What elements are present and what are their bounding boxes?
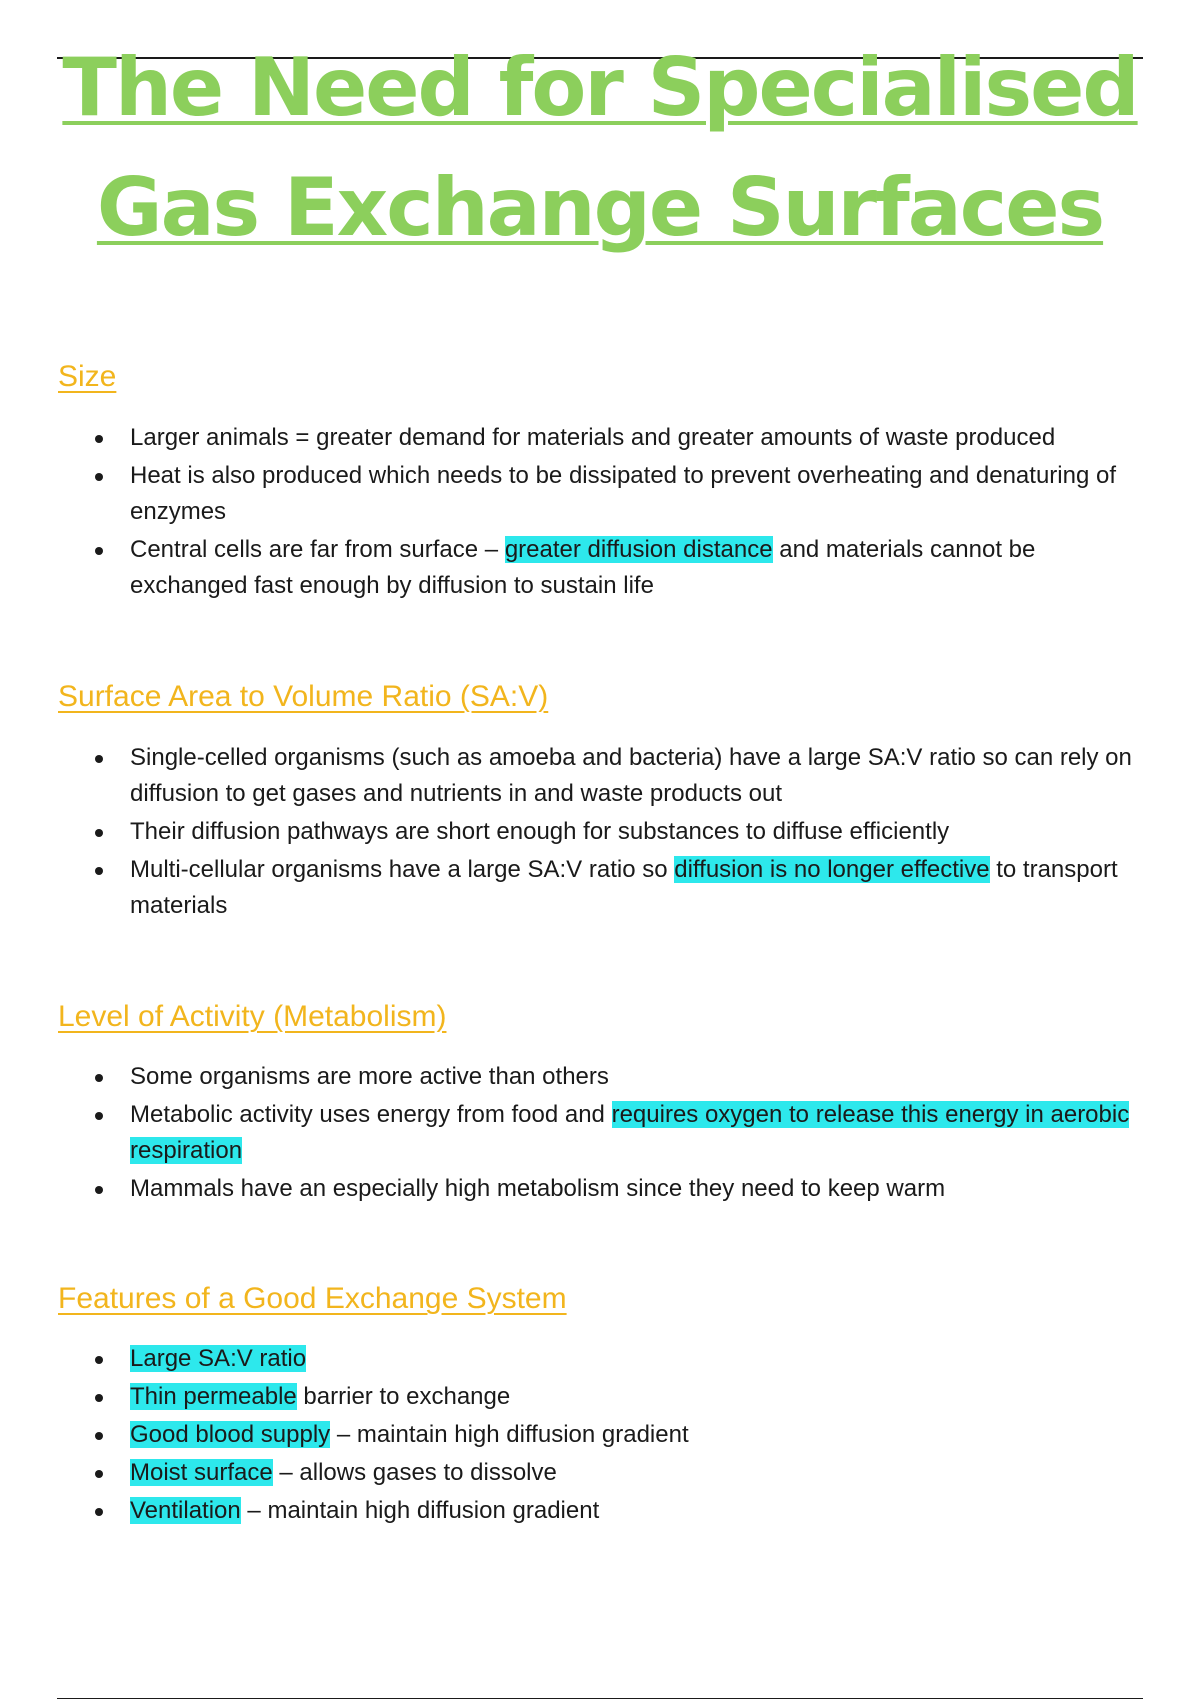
highlighted-text: greater diffusion distance (504, 536, 773, 563)
bullet-text: Metabolic activity uses energy from food and (130, 1101, 612, 1128)
bullet-dot-icon (95, 435, 103, 443)
bullet-text: to transport materials (130, 856, 1118, 919)
bullet-item (0, 740, 1140, 812)
bullet-dot-icon (95, 829, 103, 837)
bullet-dot-icon (95, 1186, 103, 1194)
bullet-dot-icon (95, 547, 103, 555)
bullet-item (0, 1059, 1140, 1095)
bullet-dot-icon (95, 1356, 103, 1364)
bullet-item (0, 852, 1140, 924)
bullet-text: Their diffusion pathways are short enough for substances to diffuse efficiently (130, 818, 950, 845)
section-heading-size: Size (58, 360, 117, 393)
bullet-item (0, 458, 1140, 530)
bullet-item (0, 1417, 1140, 1453)
bullet-text: and materials cannot be exchanged fast enough by diffusion to sustain life (130, 536, 1036, 599)
bullet-text: Single-celled organisms (such as amoeba and bacteria) have a large SA:V ratio so can rely on diffusion to get gases and nutrients in and waste products out (130, 744, 1132, 807)
section-list-sav-ratio (0, 740, 1140, 926)
highlighted-text: Good blood supply (130, 1421, 331, 1448)
bullet-dot-icon (95, 473, 103, 481)
highlighted-text: Ventilation (130, 1497, 241, 1524)
document-title-line-2: Gas Exchange Surfaces (96, 161, 1104, 254)
bullet-text: – maintain high diffusion gradient (330, 1421, 689, 1448)
bullet-item (0, 1455, 1140, 1491)
bullet-text: Central cells are far from surface – (130, 536, 505, 563)
bullet-dot-icon (95, 1074, 103, 1082)
bullet-dot-icon (95, 1508, 103, 1516)
bullet-dot-icon (95, 867, 103, 875)
section-heading-features: Features of a Good Exchange System (58, 1282, 567, 1315)
bullet-text: Heat is also produced which needs to be dissipated to prevent overheating and denaturing of enzymes (130, 462, 1116, 525)
highlighted-text: requires oxygen to release this energy in aerobic respiration (130, 1101, 1130, 1164)
bullet-dot-icon (95, 1394, 103, 1402)
bullet-item (0, 1379, 1140, 1415)
section-list-metabolism (0, 1059, 1140, 1209)
bullet-dot-icon (95, 1432, 103, 1440)
bullet-text: Multi-cellular organisms have a large SA:V ratio so (130, 856, 675, 883)
bullet-text: Mammals have an especially high metabolism since they need to keep warm (130, 1175, 946, 1202)
bullet-dot-icon (95, 755, 103, 763)
section-heading-sav-ratio: Surface Area to Volume Ratio (SA:V) (58, 680, 549, 713)
bullet-item (0, 420, 1140, 456)
highlighted-text: diffusion is no longer effective (674, 856, 990, 883)
bullet-text: barrier to exchange (296, 1383, 511, 1410)
bullet-item (0, 532, 1140, 604)
bullet-item (0, 814, 1140, 850)
section-list-features (0, 1341, 1140, 1531)
bullet-item (0, 1171, 1140, 1207)
section-heading-metabolism: Level of Activity (Metabolism) (58, 1000, 447, 1033)
bullet-text: – allows gases to dissolve (272, 1459, 557, 1486)
bottom-rule (57, 1698, 1143, 1699)
bullet-dot-icon (95, 1112, 103, 1120)
highlighted-text: Large SA:V ratio (130, 1345, 307, 1372)
highlighted-text: Moist surface (130, 1459, 273, 1486)
document-title-line-1: The Need for Specialised (62, 41, 1138, 134)
bullet-item (0, 1341, 1140, 1377)
section-list-size (0, 420, 1140, 606)
bullet-item (0, 1493, 1140, 1529)
bullet-dot-icon (95, 1470, 103, 1478)
bullet-text: – maintain high diffusion gradient (240, 1497, 600, 1524)
bullet-text: Some organisms are more active than others (130, 1063, 609, 1090)
bullet-item (0, 1097, 1140, 1169)
bullet-text: Larger animals = greater demand for materials and greater amounts of waste produced (130, 424, 1056, 451)
highlighted-text: Thin permeable (130, 1383, 297, 1410)
